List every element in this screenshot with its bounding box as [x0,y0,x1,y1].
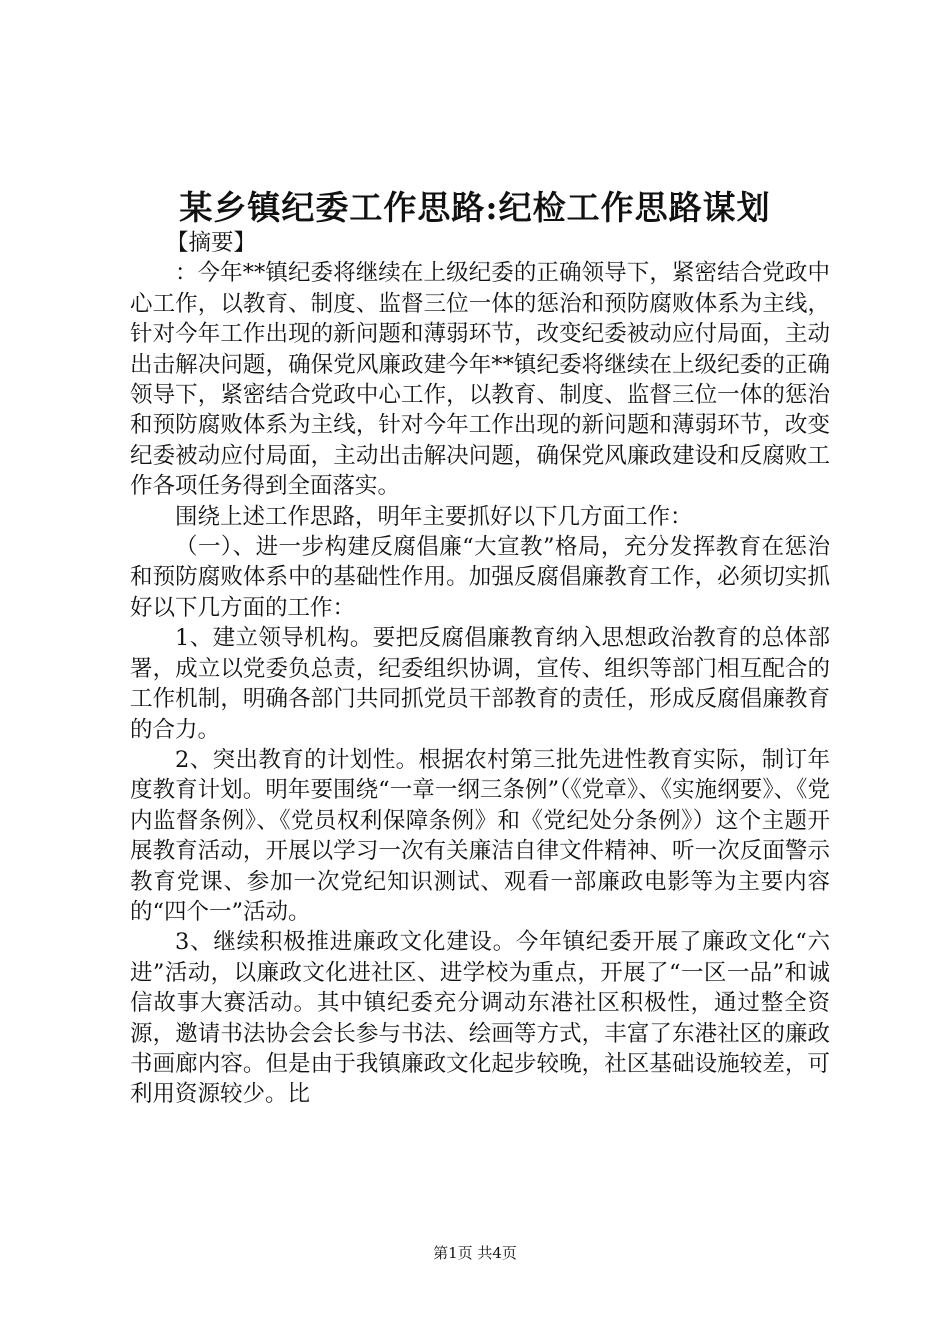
document-body [130,228,830,1110]
body-paragraph: 3、继续积极推进廉政文化建设。今年镇纪委开展了廉政文化“六进”活动，以廉政文化进社区、进学校为重点，开展了“一区一品”和诚信故事大赛活动。其中镇纪委充分调动东港社区积极性，通过整全资源，邀请书法协会会长参与书法、绘画等方式，丰富了东港社区的廉政书画廊内容。但是由于我镇廉政文化起步较晚，社区基础设施较差，可利用资源较少。比 [130,929,830,1108]
document-title: 某乡镇纪委工作思路:纪检工作思路谋划 [179,188,771,227]
body-paragraph: 1、建立领导机构。要把反腐倡廉教育纳入思想政治教育的总体部署，成立以党委负总责，纪委组织协调，宣传、组织等部门相互配合的工作机制，明确各部门共同抓党员干部教育的责任，形成反腐倡廉教育的合力。 [130,625,830,743]
abstract-label: 【摘要】 [166,230,257,256]
abstract-paragraph: ：今年**镇纪委将继续在上级纪委的正确领导下，紧密结合党政中心工作，以教育、制度、监督三位一体的惩治和预防腐败体系为主线，针对今年工作出现的新问题和薄弱环节，改变纪委被动应付局面，主动出击解决问题，确保党风廉政建今年**镇纪委将继续在上级纪委的正确领导下，紧密结合党政中心工作，以教育、制度、监督三位一体的惩治和预防腐败体系为主线，针对今年工作出现的新问题和薄弱环节，改变纪委被动应付局面，主动出击解决问题，确保党风廉政建设和反腐败工作各项任务得到全面落实。 [130,260,830,500]
body-paragraph: 围绕上述工作思路，明年主要抓好以下几方面工作： [175,503,693,530]
body-paragraph: （一）、进一步构建反腐倡廉“大宣教”格局，充分发挥教育在惩治和预防腐败体系中的基础性作用。加强反腐倡廉教育工作，必须切实抓好以下几方面的工作： [130,534,830,621]
body-paragraph: 2、突出教育的计划性。根据农村第三批先进性教育实际，制订年度教育计划。明年要围绕“一章一纲三条例”（《党章》、《实施纲要》、《党内监督条例》、《党员权利保障条例》和《党纪处分条例》）这个主题开展教育活动，开展以学习一次有关廉洁自律文件精神、听一次反面警示教育党课、参加一次党纪知识测试、观看一部廉政电影等为主要内容的“四个一”活动。 [130,746,830,925]
page-number-footer: 第1页 共4页 [433,1244,517,1262]
